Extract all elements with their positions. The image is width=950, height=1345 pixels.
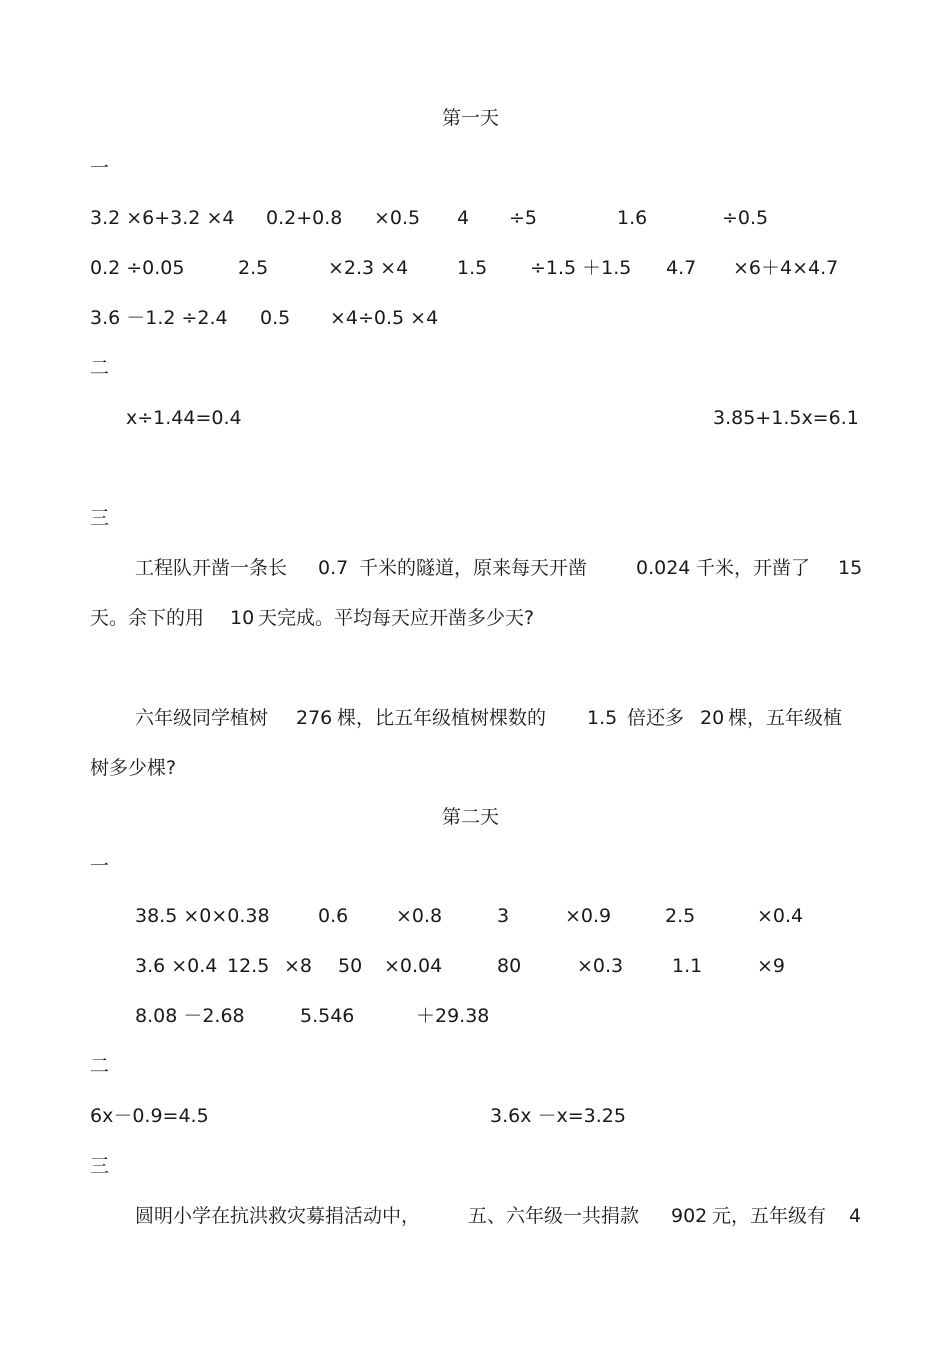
day1-section3-label: 三 — [90, 507, 110, 529]
day2-equation-2: 3.6x －x=3.25 — [490, 1105, 626, 1127]
day1-problem1-text-e: 天完成。平均每天应开凿多少天? — [258, 607, 535, 629]
day1-q1-r1-c4: 4 — [457, 207, 470, 229]
day1-problem2-text-a: 六年级同学植树 — [135, 707, 269, 729]
day1-q1-r2-c3: ×2.3 ×4 — [328, 257, 409, 279]
day1-section1-label: 一 — [90, 157, 110, 179]
day1-q1-r2-c6: 4.7 — [666, 257, 697, 279]
day2-q1-r2-c2: 12.5 — [227, 955, 270, 977]
day1-q1-r3-c1: 3.6 －1.2 ÷2.4 — [90, 307, 228, 329]
day1-problem1-num-c: 15 — [838, 557, 863, 579]
day2-q1-r3-c2: 5.546 — [300, 1005, 355, 1027]
day1-equation-1: x÷1.44=0.4 — [126, 407, 242, 429]
day2-section3-label: 三 — [90, 1155, 110, 1177]
day2-equation-1: 6x－0.9=4.5 — [90, 1105, 209, 1127]
day1-problem2-num-c: 20 — [700, 707, 725, 729]
day1-problem1-text-b: 千米的隧道，原来每天开凿 — [359, 557, 588, 579]
day2-q1-r2-c6: 80 — [497, 955, 522, 977]
day1-section2-label: 二 — [90, 357, 110, 379]
day1-problem2-text-e: 树多少棵? — [90, 757, 177, 779]
day2-q1-r2-c8: 1.1 — [672, 955, 703, 977]
day2-q1-r1-c7: ×0.4 — [757, 905, 804, 927]
day1-problem2-num-a: 276 — [296, 707, 333, 729]
day1-q1-r2-c5: ÷1.5 ＋1.5 — [530, 257, 632, 279]
day2-q1-r1-c3: ×0.8 — [396, 905, 443, 927]
day1-problem1-num-a: 0.7 — [318, 557, 349, 579]
day2-q1-r1-c1: 38.5 ×0×0.38 — [135, 905, 270, 927]
day1-q1-r2-c4: 1.5 — [457, 257, 488, 279]
day1-equation-2: 3.85+1.5x=6.1 — [713, 407, 859, 429]
day2-q1-r1-c4: 3 — [497, 905, 510, 927]
day2-q1-r1-c2: 0.6 — [318, 905, 349, 927]
day2-q1-r1-c5: ×0.9 — [565, 905, 612, 927]
day1-problem2-num-b: 1.5 — [587, 707, 618, 729]
day2-q1-r1-c6: 2.5 — [665, 905, 696, 927]
day1-problem1-num-b: 0.024 — [636, 557, 691, 579]
day1-problem1-num-d: 10 — [230, 607, 255, 629]
day1-q1-r2-c2: 2.5 — [238, 257, 269, 279]
day1-q1-r3-c3: ×4÷0.5 ×4 — [330, 307, 439, 329]
day2-q1-r3-c3: ＋29.38 — [416, 1005, 490, 1027]
day1-q1-r1-c6: 1.6 — [617, 207, 648, 229]
day2-q1-r2-c3: ×8 — [284, 955, 313, 977]
day2-q1-r2-c9: ×9 — [757, 955, 786, 977]
day2-problem1-num-a: 902 — [671, 1205, 708, 1227]
day1-problem2-text-b: 棵，比五年级植树棵数的 — [337, 707, 547, 729]
day1-problem1-text-c: 千米，开凿了 — [696, 557, 811, 579]
day1-q1-r1-c2: 0.2+0.8 — [266, 207, 343, 229]
day2-problem1-text-c: 元，五年级有 — [712, 1205, 827, 1227]
day2-title: 第二天 — [442, 806, 500, 828]
day2-q1-r3-c1: 8.08 －2.68 — [135, 1005, 245, 1027]
day2-problem1-num-b: 4 — [849, 1205, 862, 1227]
day1-q1-r1-c1: 3.2 ×6+3.2 ×4 — [90, 207, 235, 229]
day2-section2-label: 二 — [90, 1055, 110, 1077]
day1-q1-r1-c7: ÷0.5 — [722, 207, 769, 229]
day1-problem2-text-d: 棵，五年级植 — [728, 707, 843, 729]
day1-q1-r2-c1: 0.2 ÷0.05 — [90, 257, 185, 279]
day2-problem1-text-b: 五、六年级一共捐款 — [468, 1205, 640, 1227]
day2-q1-r2-c7: ×0.3 — [577, 955, 624, 977]
day1-problem1-text-a: 工程队开凿一条长 — [135, 557, 288, 579]
day1-title: 第一天 — [442, 107, 500, 129]
day2-q1-r2-c4: 50 — [338, 955, 363, 977]
day1-q1-r1-c3: ×0.5 — [374, 207, 421, 229]
day2-q1-r2-c1: 3.6 ×0.4 — [135, 955, 218, 977]
day1-q1-r1-c5: ÷5 — [509, 207, 538, 229]
day1-problem2-text-c: 倍还多 — [627, 707, 685, 729]
day1-q1-r2-c7: ×6＋4×4.7 — [733, 257, 839, 279]
day1-problem1-text-d: 天。余下的用 — [90, 607, 205, 629]
day2-problem1-text-a: 圆明小学在抗洪救灾募捐活动中， — [135, 1205, 421, 1227]
day2-section1-label: 一 — [90, 855, 110, 877]
day1-q1-r3-c2: 0.5 — [260, 307, 291, 329]
day2-q1-r2-c5: ×0.04 — [384, 955, 443, 977]
